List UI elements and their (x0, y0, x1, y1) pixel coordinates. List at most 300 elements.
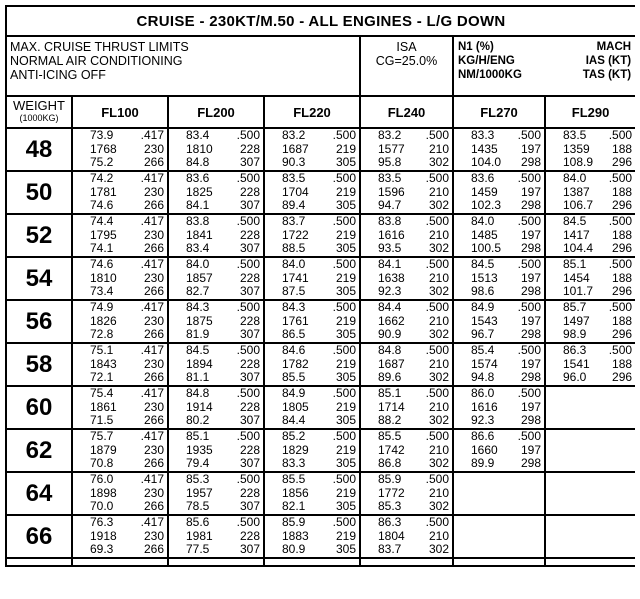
performance-cell (453, 386, 545, 429)
cell-value-left: 86.3 (563, 343, 587, 358)
cell-value-right: 266 (143, 284, 164, 299)
performance-cell (453, 515, 545, 558)
cell-value-left: 101.7 (563, 284, 594, 299)
cell-value-left: 71.5 (90, 413, 114, 428)
cell-value-left: 1454 (563, 270, 590, 285)
cell-value-right: 210 (428, 399, 449, 414)
cell-line (268, 199, 356, 213)
cell-value-right: .500 (332, 214, 356, 229)
cell-value-right: 305 (335, 327, 356, 342)
cell-value-right: 219 (335, 270, 356, 285)
weight-value: 64 (6, 472, 72, 515)
cell-line (268, 242, 356, 256)
cell-value-left: 85.3 (186, 472, 210, 487)
cell-line (76, 457, 164, 471)
cell-value-left: 1662 (378, 313, 405, 328)
performance-cell (453, 171, 545, 214)
cell-value-left: 92.3 (378, 284, 402, 299)
cell-value-right: 298 (520, 370, 541, 385)
performance-cell (72, 171, 168, 214)
cell-value-left: 84.3 (186, 300, 210, 315)
cell-value-left: 79.4 (186, 456, 210, 471)
cell-value-left: 89.6 (378, 370, 402, 385)
performance-cell (453, 472, 545, 515)
conditions-block (6, 36, 360, 96)
cell-value-left: 1795 (90, 227, 117, 242)
cell-value-right: 307 (239, 499, 260, 514)
cell-value-right: 305 (335, 456, 356, 471)
cell-line (268, 387, 356, 401)
flight-level-header: FL290 (545, 96, 635, 128)
cell-line (268, 371, 356, 385)
cell-value-left: 83.5 (563, 128, 587, 143)
cell-value-right: 298 (520, 241, 541, 256)
cell-line (172, 315, 260, 329)
cell-value-right: 307 (239, 155, 260, 170)
cell-value-left: 85.1 (186, 429, 210, 444)
cell-value-left: 104.0 (471, 155, 502, 170)
cell-value-left: 1856 (282, 485, 309, 500)
cell-line (364, 186, 449, 200)
cell-value-right: 188 (612, 356, 633, 371)
cell-value-left: 1485 (471, 227, 498, 242)
cell-value-right: 228 (239, 356, 260, 371)
cell-value-left: 96.7 (471, 327, 495, 342)
cell-line (172, 258, 260, 272)
condition-line: ANTI-ICING OFF (10, 68, 106, 82)
cell-line (364, 487, 449, 501)
cell-value-right: 266 (143, 327, 164, 342)
weight-value: 52 (6, 214, 72, 257)
table-row (6, 300, 635, 343)
cell-value-left: 1574 (471, 356, 498, 371)
cell-line (76, 258, 164, 272)
cell-value-left: 94.8 (471, 370, 495, 385)
cell-value-left: 1781 (90, 184, 117, 199)
continuation-cell (264, 558, 360, 566)
cell-value-left: 106.7 (563, 198, 594, 213)
cell-value-left: 86.3 (378, 515, 402, 530)
cell-value-right: 298 (520, 413, 541, 428)
cell-value-right: 266 (143, 241, 164, 256)
cell-line (76, 229, 164, 243)
flight-level-header: FL220 (264, 96, 360, 128)
cell-value-right: .500 (517, 128, 541, 143)
performance-cell (72, 472, 168, 515)
cell-line (364, 516, 449, 530)
performance-cell (360, 343, 453, 386)
cell-value-right: .500 (236, 257, 260, 272)
cell-value-right: 302 (428, 198, 449, 213)
cell-value-left: 108.9 (563, 155, 594, 170)
cell-value-left: 90.3 (282, 155, 306, 170)
cell-line (549, 242, 632, 256)
cruise-table-sheet (5, 5, 635, 599)
cell-value-left: 1875 (186, 313, 213, 328)
cell-line (172, 414, 260, 428)
cell-value-right: .500 (517, 257, 541, 272)
cell-value-left: 1577 (378, 141, 405, 156)
cell-line (76, 371, 164, 385)
cell-value-right: 210 (428, 356, 449, 371)
cell-line (172, 285, 260, 299)
cell-value-right: 302 (428, 542, 449, 557)
cell-value-left: 83.6 (471, 171, 495, 186)
cell-value-left: 84.8 (378, 343, 402, 358)
cell-value-right: 210 (428, 184, 449, 199)
cell-line (76, 129, 164, 143)
cell-value-right: .500 (425, 128, 449, 143)
performance-cell (360, 128, 453, 171)
cell-value-right: .500 (608, 214, 633, 229)
cell-line (76, 272, 164, 286)
cell-value-right: .500 (608, 300, 633, 315)
performance-cell (453, 128, 545, 171)
cell-line (457, 301, 541, 315)
cell-line (364, 156, 449, 170)
cell-value-left: 84.1 (378, 257, 402, 272)
cell-value-left: 83.4 (186, 241, 210, 256)
cell-line (457, 371, 541, 385)
performance-cell (168, 171, 264, 214)
cell-line (76, 473, 164, 487)
cell-value-left: 93.5 (378, 241, 402, 256)
cell-line (549, 258, 632, 272)
cell-line (172, 328, 260, 342)
cell-line (268, 457, 356, 471)
performance-cell (453, 343, 545, 386)
cell-line (76, 156, 164, 170)
cell-value-right: .500 (608, 343, 633, 358)
cell-value-right: 302 (428, 413, 449, 428)
cell-value-left: 100.5 (471, 241, 502, 256)
cell-line (549, 272, 632, 286)
cell-line (364, 328, 449, 342)
cell-value-left: 1687 (378, 356, 405, 371)
cell-value-right: .500 (425, 343, 449, 358)
legend-block (453, 36, 635, 96)
cell-value-left: 1918 (90, 528, 117, 543)
cell-value-right: .500 (236, 128, 260, 143)
cell-value-right: 307 (239, 198, 260, 213)
cell-line (76, 186, 164, 200)
condition-line: NORMAL AIR CONDITIONING (10, 54, 183, 68)
cell-value-left: 74.1 (90, 241, 114, 256)
cell-line (268, 530, 356, 544)
cell-value-right: 302 (428, 370, 449, 385)
cell-value-right: .500 (425, 515, 449, 530)
cell-value-left: 81.9 (186, 327, 210, 342)
cell-line (76, 543, 164, 557)
performance-cell (545, 128, 635, 171)
cell-line (76, 401, 164, 415)
performance-cell (545, 472, 635, 515)
cell-value-left: 77.5 (186, 542, 210, 557)
cell-value-left: 73.9 (90, 128, 114, 143)
cell-value-right: 266 (143, 413, 164, 428)
cell-line (76, 328, 164, 342)
cell-value-right: 219 (335, 399, 356, 414)
cell-line (457, 215, 541, 229)
cell-value-left: 88.5 (282, 241, 306, 256)
cell-value-left: 1861 (90, 399, 117, 414)
cell-value-left: 1898 (90, 485, 117, 500)
cell-value-left: 84.1 (186, 198, 210, 213)
performance-cell (168, 343, 264, 386)
cell-line (76, 199, 164, 213)
cell-value-right: 298 (520, 155, 541, 170)
cell-line (364, 500, 449, 514)
cell-line (364, 387, 449, 401)
cell-value-left: 85.9 (378, 472, 402, 487)
cell-line (549, 215, 632, 229)
cell-line (364, 473, 449, 487)
cell-line (364, 457, 449, 471)
cell-value-right: 305 (335, 241, 356, 256)
performance-cell (72, 343, 168, 386)
cell-line (268, 516, 356, 530)
cell-line (76, 344, 164, 358)
performance-cell (453, 257, 545, 300)
performance-cell (545, 300, 635, 343)
cell-value-right: .500 (236, 472, 260, 487)
table-row (6, 128, 635, 171)
cell-line (76, 172, 164, 186)
cell-line (549, 199, 632, 213)
legend-left: N1 (%) (458, 41, 494, 53)
cell-value-right: .417 (140, 257, 164, 272)
cell-value-left: 1894 (186, 356, 213, 371)
performance-cell (264, 128, 360, 171)
cell-value-left: 76.3 (90, 515, 114, 530)
cell-line (457, 344, 541, 358)
cell-line (268, 444, 356, 458)
cell-line (268, 215, 356, 229)
cell-value-right: 296 (612, 327, 633, 342)
cell-value-right: .500 (517, 386, 541, 401)
cell-value-right: 228 (239, 270, 260, 285)
cell-value-right: 219 (335, 528, 356, 543)
performance-cell (72, 128, 168, 171)
cell-value-right: 302 (428, 327, 449, 342)
performance-cell (360, 386, 453, 429)
cell-value-right: .500 (608, 257, 633, 272)
performance-cell (360, 257, 453, 300)
cell-value-left: 83.7 (282, 214, 306, 229)
cell-line (172, 387, 260, 401)
cell-line (76, 414, 164, 428)
cell-value-right: .500 (236, 515, 260, 530)
cell-value-right: .500 (517, 300, 541, 315)
cell-value-right: 305 (335, 284, 356, 299)
performance-cell (545, 171, 635, 214)
cell-value-left: 84.0 (282, 257, 306, 272)
cell-line (268, 430, 356, 444)
cell-value-right: 307 (239, 413, 260, 428)
cell-value-right: .500 (236, 300, 260, 315)
cell-value-left: 1857 (186, 270, 213, 285)
cell-value-right: 266 (143, 370, 164, 385)
cell-value-right: .500 (425, 300, 449, 315)
cell-line (364, 229, 449, 243)
cell-value-right: .500 (332, 257, 356, 272)
cell-line (364, 172, 449, 186)
cell-value-left: 83.6 (186, 171, 210, 186)
cell-value-left: 74.4 (90, 214, 114, 229)
cell-line (364, 344, 449, 358)
cell-value-right: 266 (143, 456, 164, 471)
cell-value-right: .500 (608, 171, 633, 186)
cell-value-left: 74.6 (90, 257, 114, 272)
cell-value-right: 210 (428, 528, 449, 543)
cell-value-left: 85.2 (282, 429, 306, 444)
cell-line (364, 272, 449, 286)
cell-line (268, 301, 356, 315)
cell-value-left: 70.0 (90, 499, 114, 514)
cell-value-left: 74.9 (90, 300, 114, 315)
cell-line (364, 401, 449, 415)
cell-value-left: 83.7 (378, 542, 402, 557)
cell-value-right: .500 (608, 128, 633, 143)
cell-value-left: 83.8 (378, 214, 402, 229)
cell-value-left: 84.3 (282, 300, 306, 315)
cell-value-left: 95.8 (378, 155, 402, 170)
performance-cell (168, 128, 264, 171)
performance-cell (72, 214, 168, 257)
cell-value-left: 84.0 (186, 257, 210, 272)
weight-header-unit: (1000KG) (19, 113, 59, 123)
cell-line (549, 186, 632, 200)
performance-cell (72, 386, 168, 429)
cell-line (172, 215, 260, 229)
table-row (6, 515, 635, 558)
cell-value-left: 69.3 (90, 542, 114, 557)
cell-value-right: 188 (612, 270, 633, 285)
cell-value-right: .500 (425, 386, 449, 401)
cell-value-left: 70.8 (90, 456, 114, 471)
cell-value-left: 1810 (186, 141, 213, 156)
cell-value-left: 1782 (282, 356, 309, 371)
cell-value-right: 302 (428, 155, 449, 170)
cell-value-right: 307 (239, 456, 260, 471)
cell-value-left: 84.9 (282, 386, 306, 401)
cell-value-left: 1513 (471, 270, 498, 285)
cell-value-left: 1741 (282, 270, 309, 285)
cell-value-right: 188 (612, 313, 633, 328)
cell-line (268, 272, 356, 286)
cell-value-right: .500 (236, 386, 260, 401)
table-title: CRUISE - 230KT/M.50 - ALL ENGINES - L/G DOWN (6, 6, 635, 36)
cell-line (268, 414, 356, 428)
cell-value-right: 307 (239, 327, 260, 342)
cell-value-left: 90.9 (378, 327, 402, 342)
cell-value-right: 305 (335, 413, 356, 428)
cell-value-right: 266 (143, 155, 164, 170)
cell-value-left: 1459 (471, 184, 498, 199)
performance-cell (545, 343, 635, 386)
cell-value-right: .417 (140, 386, 164, 401)
performance-cell (264, 300, 360, 343)
cell-value-right: .500 (332, 515, 356, 530)
cell-line (457, 457, 541, 471)
cell-value-left: 1825 (186, 184, 213, 199)
cell-value-left: 1981 (186, 528, 213, 543)
cell-value-right: 305 (335, 155, 356, 170)
cell-line (364, 242, 449, 256)
performance-cell (264, 472, 360, 515)
cell-value-right: .500 (425, 214, 449, 229)
cell-value-right: .417 (140, 429, 164, 444)
cell-value-right: 266 (143, 542, 164, 557)
cell-value-right: 230 (143, 270, 164, 285)
cell-line (268, 229, 356, 243)
cell-line (268, 500, 356, 514)
performance-cell (264, 343, 360, 386)
cell-value-right: 197 (520, 184, 541, 199)
cell-line (268, 344, 356, 358)
weight-value: 62 (6, 429, 72, 472)
legend-row (454, 54, 635, 68)
cell-value-right: .500 (236, 171, 260, 186)
performance-cell (168, 257, 264, 300)
cell-line (172, 543, 260, 557)
continuation-cell (545, 558, 635, 566)
cell-value-right: 230 (143, 399, 164, 414)
cell-line (268, 143, 356, 157)
flight-level-header: FL270 (453, 96, 545, 128)
cell-line (76, 301, 164, 315)
cell-line (76, 500, 164, 514)
cell-line (76, 444, 164, 458)
weight-column-header (6, 96, 72, 128)
legend-row (454, 40, 635, 54)
cell-line (457, 242, 541, 256)
cell-line (457, 129, 541, 143)
cell-value-left: 84.5 (563, 214, 587, 229)
cell-value-left: 1616 (471, 399, 498, 414)
cell-value-right: 219 (335, 313, 356, 328)
cell-value-left: 85.9 (282, 515, 306, 530)
cell-value-left: 1596 (378, 184, 405, 199)
performance-cell (72, 300, 168, 343)
performance-cell (168, 214, 264, 257)
cell-value-right: .500 (425, 472, 449, 487)
cell-value-left: 1843 (90, 356, 117, 371)
cell-value-right: .500 (236, 343, 260, 358)
cell-value-left: 89.9 (471, 456, 495, 471)
cell-line (364, 543, 449, 557)
cell-line (364, 414, 449, 428)
cell-line (364, 358, 449, 372)
cell-value-right: 219 (335, 227, 356, 242)
cell-value-left: 82.1 (282, 499, 306, 514)
cell-value-left: 85.5 (282, 370, 306, 385)
cell-value-right: .500 (425, 257, 449, 272)
performance-cell (168, 472, 264, 515)
cell-value-right: 228 (239, 313, 260, 328)
cell-value-right: .500 (236, 214, 260, 229)
performance-cell (545, 429, 635, 472)
cell-value-right: 230 (143, 227, 164, 242)
cell-line (172, 229, 260, 243)
cell-value-left: 1804 (378, 528, 405, 543)
cell-value-right: 210 (428, 270, 449, 285)
legend-left: NM/1000KG (458, 69, 522, 81)
table-row (6, 171, 635, 214)
cell-value-right: .500 (425, 429, 449, 444)
table-row (6, 257, 635, 300)
cell-value-left: 84.5 (471, 257, 495, 272)
